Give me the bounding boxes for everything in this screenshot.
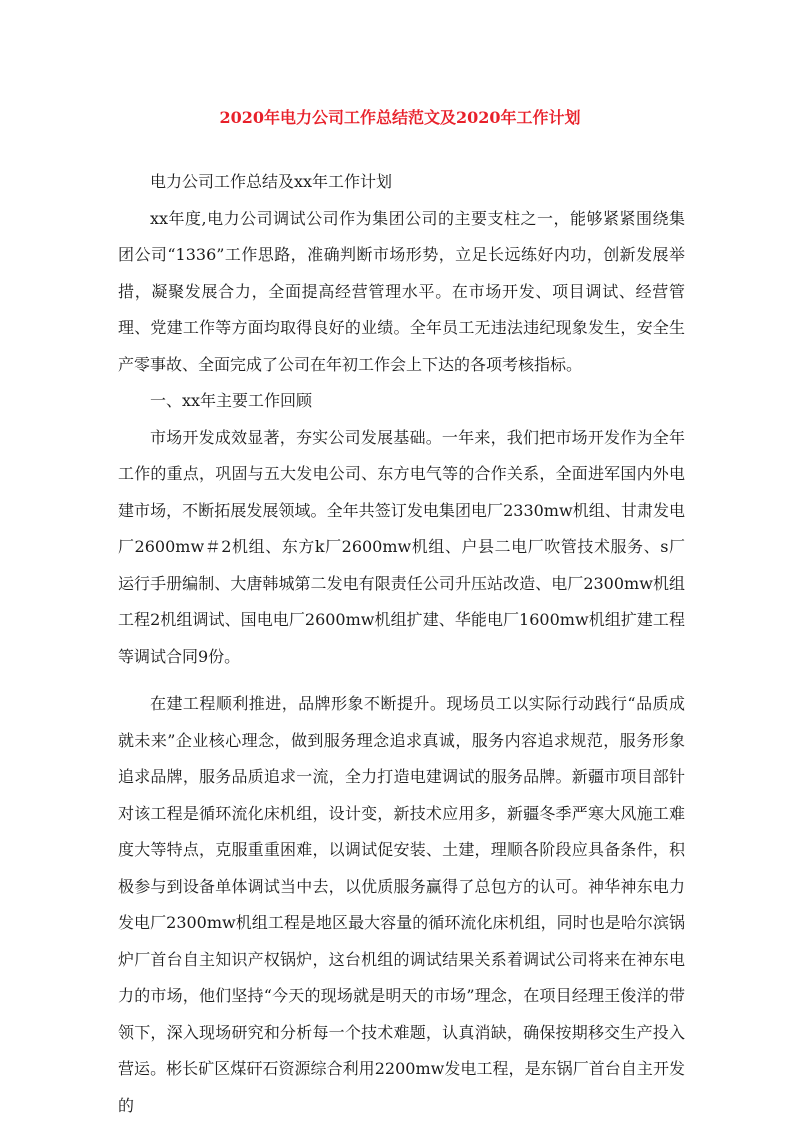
project-paragraph: 在建工程顺利推进，品牌形象不断提升。现场员工以实际行动践行“品质成就未来”企业核心理念，做到服务理念追求真诚，服务内容追求规范，服务形象追求品牌，服务品质追求一流，全力打造电建调试的服务品牌。新疆市项目部针对该工程是循环流化床机组，设计变，新技术应用多，新疆冬季严寒大风施工难度大等特点，克服重重困难，以调试促安装、土建，理顺各阶段应具备条件，积极参与到设备单体调试当中去，以优质服务赢得了总包方的认可。神华神东电力发电厂2300mw机组工程是地区最大容量的循环流化床机组，同时也是哈尔滨锅炉厂首台自主知识产权锅炉，这台机组的调试结果关系着调试公司将来在神东电力的市场，他们坚持“今天的现场就是明天的市场”理念，在项目经理王俊洋的带领下，深入现场研究和分析每一个技术难题，认真消缺，确保按期移交生产投入营运。彬长矿区煤矸石资源综合利用2200mw发电工程，是东锅厂首台自主开发的 <box>118 694 685 1115</box>
document-title: 2020年电力公司工作总结范文及2020年工作计划 <box>219 108 581 127</box>
market-paragraph: 市场开发成效显著，夯实公司发展基础。一年来，我们把市场开发作为全年工作的重点，巩固与五大发电公司、东方电气等的合作关系，全面进军国内外电建市场，不断拓展发展领域。全年共签订发电集团电厂2330mw机组、甘肃发电厂2600mw＃2机组、东方k厂2600mw机组、户县二电厂吹管技术服务、s厂运行手册编制、大唐韩城第二发电有限责任公司升压站改造、电厂2300mw机组工程2机组调试、国电电厂2600mw机组扩建、华能电厂1600mw机组扩建工程等调试合同9份。 <box>118 427 685 666</box>
document-body <box>118 164 685 1124</box>
section-heading: 一、xx年主要工作回顾 <box>150 391 313 410</box>
section-subtitle: 电力公司工作总结及xx年工作计划 <box>150 172 393 191</box>
intro-paragraph: xx年度,电力公司调试公司作为集团公司的主要支柱之一，能够紧紧围绕集团公司“1336”工作思路，准确判断市场形势，立足长远练好内功，创新发展举措，凝聚发展合力，全面提高经营管理水平。在市场开发、项目调试、经营管理、党建工作等方面均取得良好的业绩。全年员工无违法违纪现象发生，安全生产零事故、全面完成了公司在年初工作会上下达的各项考核指标。 <box>118 208 685 374</box>
